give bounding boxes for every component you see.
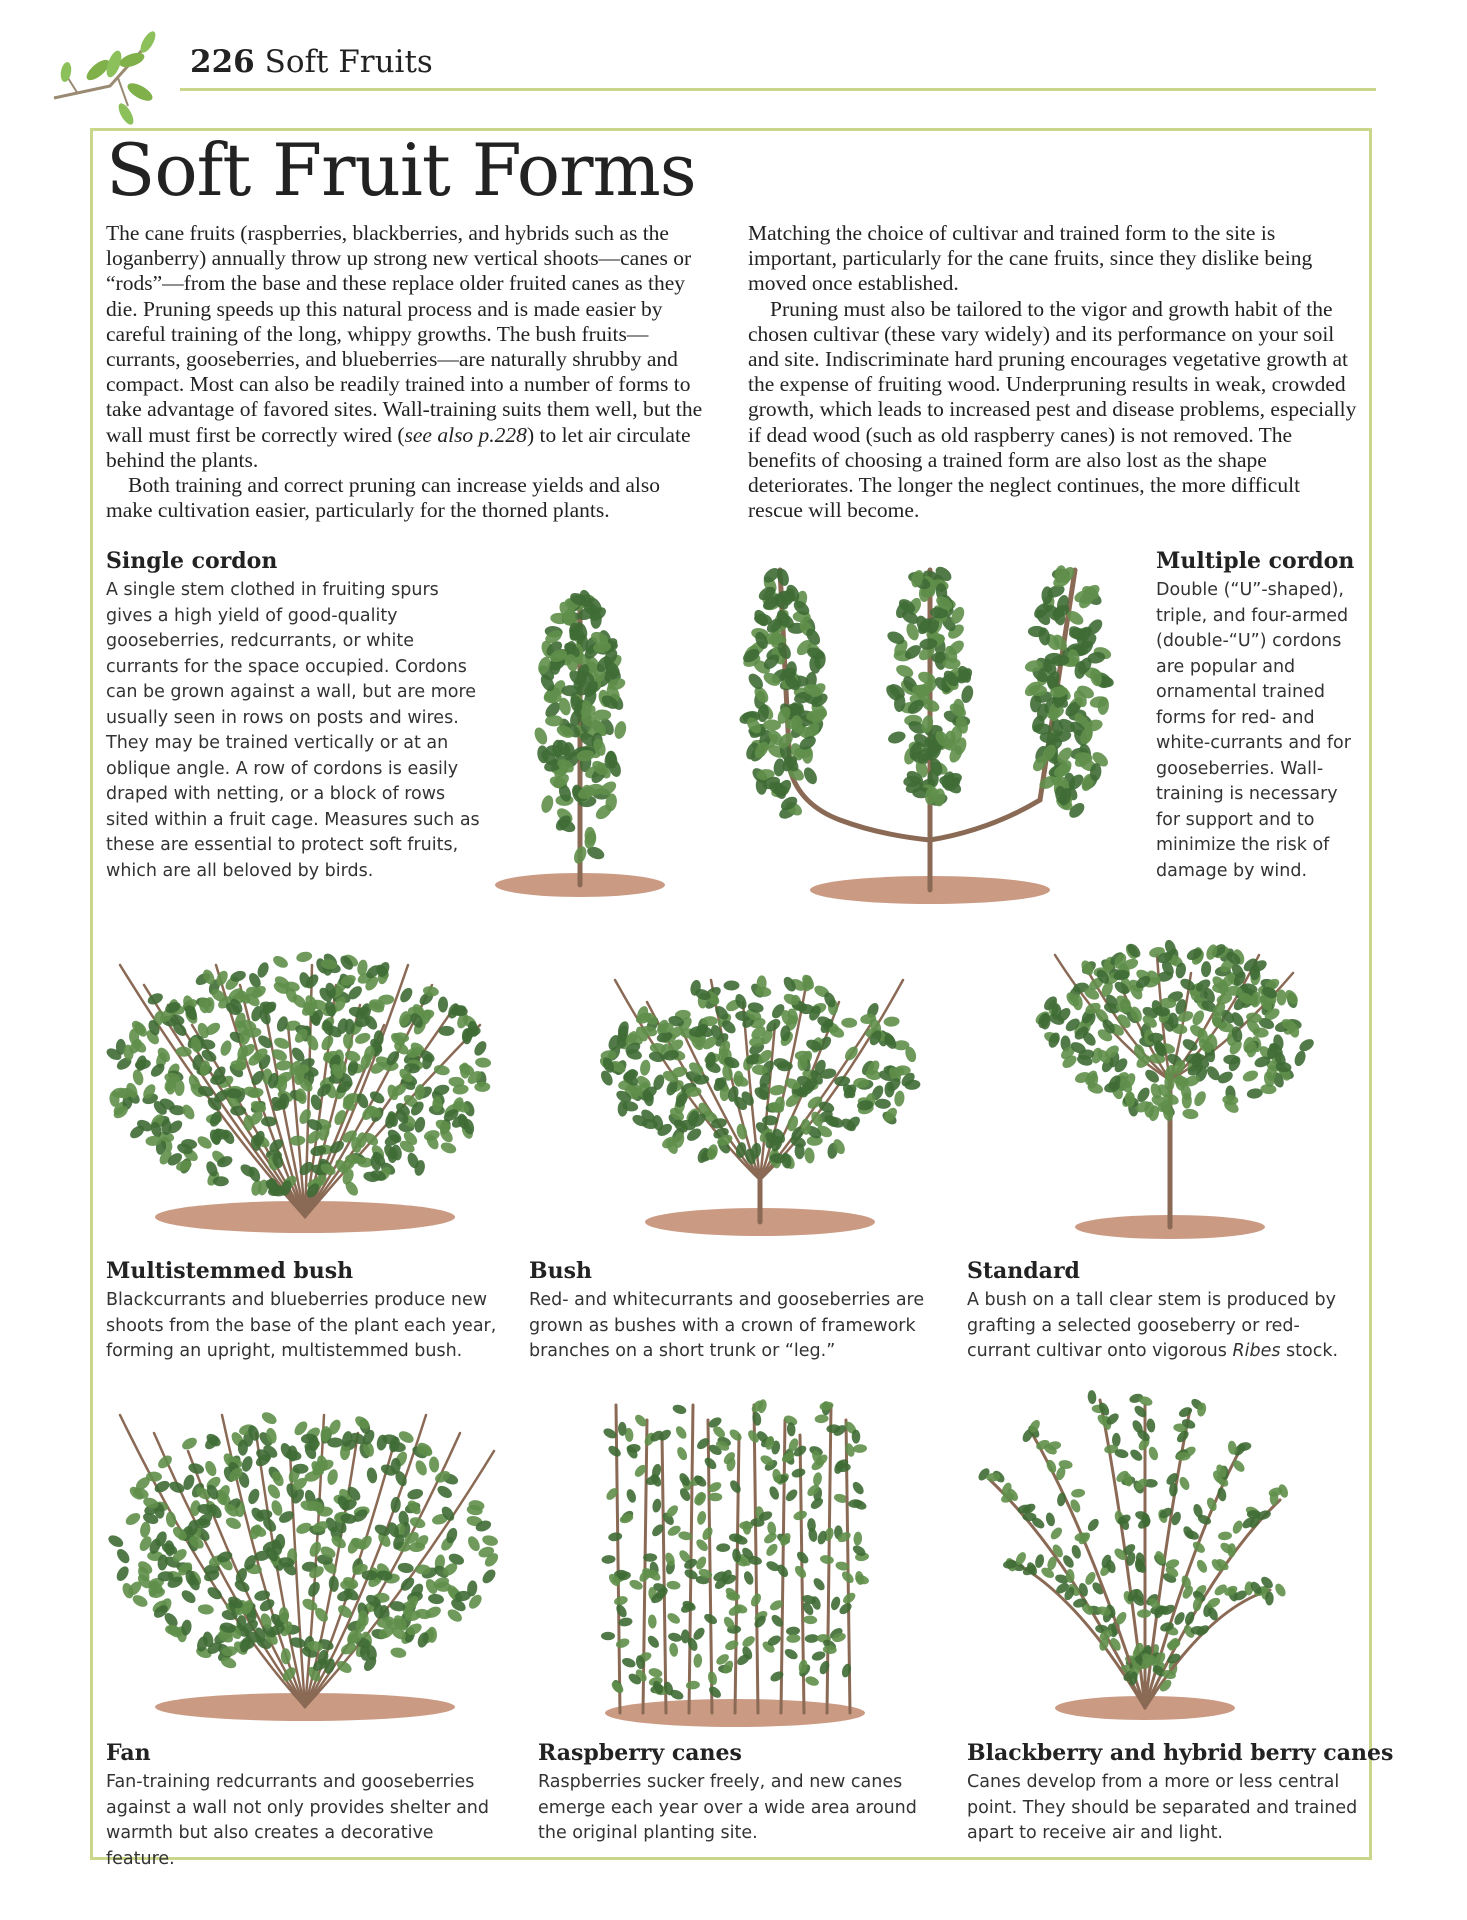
raspberry-canes-text: Raspberries sucker freely, and new canes emerge each year over a wide area around the original planting site. (538, 1772, 917, 1843)
fan-text: Fan-training redcurrants and gooseberries against a wall not only provides shelter and warmth but also creates a decorative feature. (106, 1772, 490, 1869)
raspberry-canes-illustration (600, 1395, 870, 1730)
single-cordon-text: A single stem clothed in fruiting spurs gives a high yield of good-quality gooseberries, redcurrants, or white currants for the space occupied. Cordons can be grown against a wall, but are more usually seen in rows on posts and wires. They may be trained vertically or at an oblique angle. A row of cordons is easily draped with netting, or a block of rows sited within a fruit cage. Measures such as these are essential to protect soft fruits, which are all beloved by birds. (106, 580, 480, 881)
header-rule (180, 88, 1376, 91)
multistemmed-bush-title: Multistemmed bush (106, 1258, 354, 1284)
intro-paragraph: The cane fruits (raspberries, blackberries, and hybrids such as the loganberry) annually throw up strong new vertical shoots—canes or “rods”—from the base and these replace older fruited canes as they die. Pruning speeds up this natural process and is made easier by careful training of the long, whippy growths. The bush fruits—currants, gooseberries, and blueberries—are naturally shrubby and compact. Most can also be readily trained into a number of forms to take advantage of favored sites. Wall-training suits them well, but the wall must first be correctly wired (see also p.228) to let air circulate behind the plants. (106, 221, 703, 472)
standard-title: Standard (967, 1258, 1080, 1284)
intro-paragraph: Pruning must also be tailored to the vigor and growth habit of the chosen cultivar (these vary widely) and its performance on your soil and site. Indiscriminate hard pruning encourages vegetative growth at the expense of fruiting wood. Underpruning results in weak, crowded growth, which leads to increased pest and disease problems, especially if dead wood (such as old raspberry canes) is not removed. The benefits of choosing a trained form are also lost as the shape deteriorates. The longer the neglect continues, the more difficult rescue will become. (748, 296, 1357, 523)
intro-right-column (748, 221, 1358, 523)
blackberry-canes-title: Blackberry and hybrid berry canes (967, 1740, 1394, 1766)
raspberry-canes-title: Raspberry canes (538, 1740, 742, 1766)
multiple-cordon-text: Double (“U”-shaped), triple, and four-armed (double-“U”) cordons are popular and ornamental trained forms for red- and white-currants and for gooseberries. Wall-training is necessary for support and to minimize the risk of damage by wind. (1156, 580, 1351, 881)
intro-left-column (106, 221, 706, 523)
multiple-cordon-title: Multiple cordon (1156, 548, 1355, 574)
section-name: Soft Fruits (264, 44, 433, 80)
standard-text: A bush on a tall clear stem is produced by grafting a selected gooseberry or red-currant cultivar onto vigorous Ribes stock. (967, 1290, 1339, 1361)
page-title: Soft Fruit Forms (106, 128, 696, 212)
fan-title: Fan (106, 1740, 151, 1766)
page-number: 226 (190, 44, 255, 80)
intro-paragraph: Matching the choice of cultivar and trained form to the site is important, particularly for the cane fruits, since they dislike being moved once established. (748, 221, 1313, 296)
leafy-twig-icon (48, 30, 168, 126)
blackberry-canes-text: Canes develop from a more or less central point. They should be separated and trained apart to receive air and light. (967, 1772, 1358, 1843)
multistemmed-bush-illustration (100, 935, 500, 1235)
multistemmed-bush-text: Blackcurrants and blueberries produce new shoots from the base of the plant each year, forming an upright, multistemmed bush. (106, 1290, 497, 1361)
running-header (190, 44, 433, 80)
standard-illustration (1035, 935, 1335, 1240)
single-cordon-illustration (490, 580, 670, 900)
bush-text: Red- and whitecurrants and gooseberries are grown as bushes with a crown of framework branches on a short trunk or “leg.” (529, 1290, 925, 1361)
blackberry-canes-illustration (970, 1390, 1300, 1725)
fan-illustration (110, 1405, 500, 1725)
multiple-cordon-illustration (740, 550, 1120, 910)
intro-paragraph: Both training and correct pruning can increase yields and also make cultivation easier, particularly for the thorned plants. (106, 473, 660, 523)
bush-title: Bush (529, 1258, 592, 1284)
single-cordon-title: Single cordon (106, 548, 278, 574)
bush-illustration (595, 950, 925, 1235)
